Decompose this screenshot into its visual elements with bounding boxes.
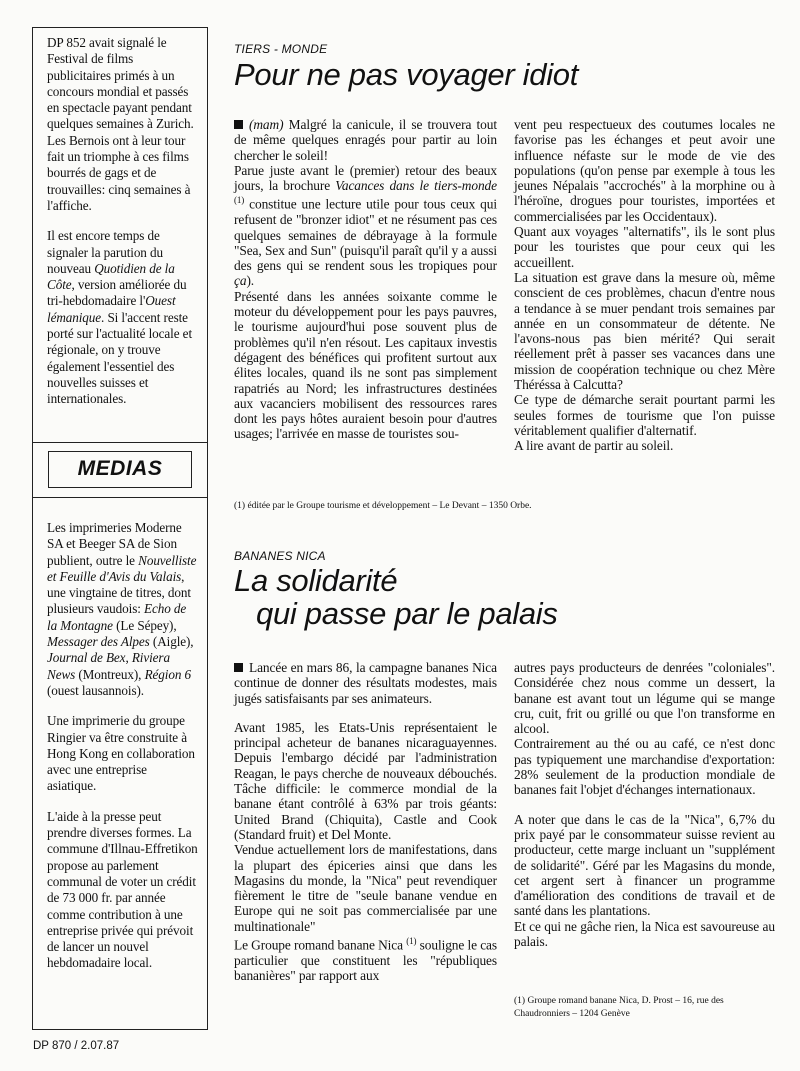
text-run: (Montreux),	[75, 666, 145, 682]
footnote-ref: (1)	[406, 936, 417, 947]
article1-paragraph: Quant aux voyages "alternatifs", ils le sont plus pour les touristes que pour ceux qui les accueillent.	[514, 224, 775, 270]
text-run: Le Groupe romand banane Nica	[234, 937, 407, 953]
italic-title: Journal de Bex	[47, 650, 126, 666]
italic-title: Riviera News	[47, 650, 170, 682]
text-run: souligne le cas particulier que constituent les "républiques bananières" par rapport aux	[234, 937, 498, 984]
italic-word: ça	[234, 273, 247, 289]
article1-column-2	[514, 117, 775, 454]
article2-column-1	[234, 660, 497, 983]
text-run: (Le Sépey),	[112, 617, 177, 633]
text-run: constitue une lecture utile pour tous ceux qui refusent de "bronzer idiot" et ne résument pas ces quelques semaines de débrayage à la formule "Sea, Sex and Sun" (puisqu'il paraît qu'il y a aussi des gens qui se rendent sous les tropiques pour	[234, 196, 497, 274]
article1-kicker: TIERS - MONDE	[234, 42, 328, 56]
italic-title: Echo de la Montagne	[47, 601, 187, 633]
italic-title: Messager des Alpes	[47, 634, 150, 650]
text-run: . Si l'accent reste porté sur l'actualité locale et régionale, on y trouve également l'essentiel des nouvelles suisses et internationales.	[47, 309, 193, 407]
medias-heading: MEDIAS	[48, 451, 192, 488]
text-run: (ouest lausannois).	[47, 682, 144, 698]
sidebar-divider-bottom	[32, 497, 208, 498]
text-run: , une vingtaine de titres, dont plusieurs vaudois:	[47, 568, 191, 617]
article2-headline-line1: La solidarité	[234, 563, 398, 598]
article2-paragraph: Contrairement au thé ou au café, ce n'est donc pas typiquement une marchandise d'exportation: 28% seulement de la production mondiale de bananes fait l'objet d'échanges internationaux.	[514, 736, 775, 798]
text-run: Parue juste avant le (premier) retour des beaux jours, la brochure	[234, 162, 497, 194]
text-run: Malgré la canicule, il se trouvera tout de même quelques enragés pour partir au loin chercher le soleil!	[234, 117, 497, 163]
italic-title: Région 6	[144, 666, 192, 682]
sidebar-paragraph-ringier: Une imprimerie du groupe Ringier va être construite à Hong Kong en collaboration avec une entreprise asiatique.	[47, 713, 195, 794]
italic-title: Ouest lémanique	[47, 293, 176, 325]
text-run: ).	[246, 273, 255, 289]
bullet-square-icon	[234, 663, 243, 672]
article2-headline-line2: qui passe par le palais	[256, 596, 558, 631]
italic-title: Vacances dans le tiers-monde	[335, 178, 497, 194]
author-tag: (mam)	[249, 117, 284, 132]
article2-paragraph	[234, 660, 497, 706]
article1-column-1	[234, 117, 497, 442]
sidebar-divider-top	[32, 442, 208, 443]
text-run: Lancée en mars 86, la campagne bananes Nica continue de donner des résultats modestes, mais jugés satisfaisants par ses animateurs.	[234, 660, 497, 706]
article1-footnote: (1) éditée par le Groupe tourisme et développement – Le Devant – 1350 Orbe.	[234, 501, 532, 511]
article2-paragraph: Vendue actuellement lors de manifestations, dans la plupart des épiceries ainsi que dans les Magasins du monde, la "Nica" peut revendiquer fièrement le titre de "seule banane vendue en Europe qui ne soit pas commercialisée par une multinationale"	[234, 842, 497, 934]
article1-paragraph	[234, 117, 497, 163]
sidebar-paragraph-quotidien	[47, 228, 199, 407]
article1-paragraph: Présenté dans les années soixante comme le moteur du développement pour les pays pauvres, le tourisme aujourd'hui pose souvent plus de problèmes qu'il n'en résout. Les capitaux investis dégagent des bénéfices qui profitent surtout aux élites locales, quand ils ne sont pas simplement rapatriés au Nord; les infrastructures destinées aux vacanciers mobilisent des ressources rares dont les pays hôtes auraient besoin pour d'autres usages; l'arrivée en masse de touristes sou-	[234, 288, 497, 442]
article2-kicker: BANANES NICA	[234, 549, 326, 563]
article1-paragraph: vent peu respectueux des coutumes locales ne favorise pas les échanges et peut avoir une influence néfaste sur le mode de vie des populations (qu'on pense par exemple à tous les jeunes Népalais "accrochés" à la morphine ou à l'héroïne, drogues pour touristes, importées et commercialisées par les Occidentaux).	[514, 117, 775, 224]
sidebar-text-top	[47, 35, 199, 422]
sidebar-paragraph-aide-presse: L'aide à la presse peut prendre diverses formes. La commune d'Illnau-Effretikon propose au parlement communal de voter un crédit de 73 000 fr. par année comme contribution à une entreprise privée qui prévoit de lancer un nouvel hebdomadaire local.	[47, 808, 198, 971]
article1-paragraph: La situation est grave dans la mesure où, même conscient de ces problèmes, chacun d'entre nous a tendance à se muer pendant trois semaines par année en un consommateur de détente. Ne l'avons-nous pas bien mérité? Qui serait réellement prêt à passer ses vacances dans une mission de coopération technique ou chez Mère Théréssa à Calcutta?	[514, 269, 775, 393]
article2-footnote: (1) Groupe romand banane Nica, D. Prost – 16, rue des Chaudronniers – 1204 Genève	[514, 996, 724, 1019]
article2-paragraph: autres pays producteurs de denrées "coloniales". Considérée chez nous comme un dessert, la banane est avant tout un légume qui se mange cru, cuit, frit ou grillé ou que l'on transforme en alcool.	[514, 660, 775, 737]
text-run: Il est encore temps de signaler la parution du nouveau	[47, 228, 163, 276]
sidebar-text-bottom	[47, 520, 199, 986]
article1-paragraph	[234, 163, 497, 289]
article1-paragraph: A lire avant de partir au soleil.	[514, 438, 674, 454]
article1-headline: Pour ne pas voyager idiot	[234, 57, 579, 92]
article2-column-2	[514, 660, 775, 949]
italic-title: Quotidien de la Côte	[47, 260, 175, 293]
sidebar-paragraph-imprimeries	[47, 520, 199, 699]
text-run: Les imprimeries Moderne SA et Beeger SA de Sion publient, outre le	[47, 520, 182, 568]
article2-paragraph: Et ce qui ne gâche rien, la Nica est savoureuse au palais.	[514, 918, 775, 950]
article2-paragraph	[234, 934, 497, 983]
footnote-ref: (1)	[234, 195, 245, 206]
bullet-square-icon	[234, 120, 243, 129]
article1-paragraph: Ce type de démarche serait pourtant parmi les seules formes de tourisme que l'on puisse véritablement qualifier d'alternatif.	[514, 392, 775, 438]
italic-title: Nouvelliste et Feuille d'Avis du Valais	[47, 552, 197, 584]
text-run: , version améliorée du tri-hebdomadaire l'	[47, 277, 187, 309]
article2-paragraph: Avant 1985, les Etats-Unis représentaient le principal acheteur de bananes nicaraguayennes. Depuis l'embargo décidé par l'administration Reagan, le pays cherche de nouveaux débouchés. Tâche difficile: le commerce mondial de la banane étant contrôlé à 63% par trois géants: United Brand (Chiquita), Castle and Cook (Standard fruit) et Del Monte.	[234, 719, 497, 842]
text-run: ,	[125, 650, 132, 666]
article2-paragraph: A noter que dans le cas de la "Nica", 6,7% du prix payé par le consommateur suisse revient au producteur, cette marge incluant un "supplément de solidarité". Géré par les Magasins du monde, cet argent sert à financer un programme d'amélioration des conditions de travail et de santé dans les plantations.	[514, 811, 775, 919]
page-footer: DP 870 / 2.07.87	[33, 1040, 120, 1052]
sidebar-paragraph-festival: DP 852 avait signalé le Festival de films publicitaires primés à un concours mondial et passés en spectacle payant pendant quelques semaines à Zurich. Les Bernois ont à leur tour fait un triomphe à ces films bourrés de gags et de trouvailles: cinq semaines à l'affiche.	[47, 35, 194, 213]
text-run: (Aigle),	[149, 634, 194, 650]
